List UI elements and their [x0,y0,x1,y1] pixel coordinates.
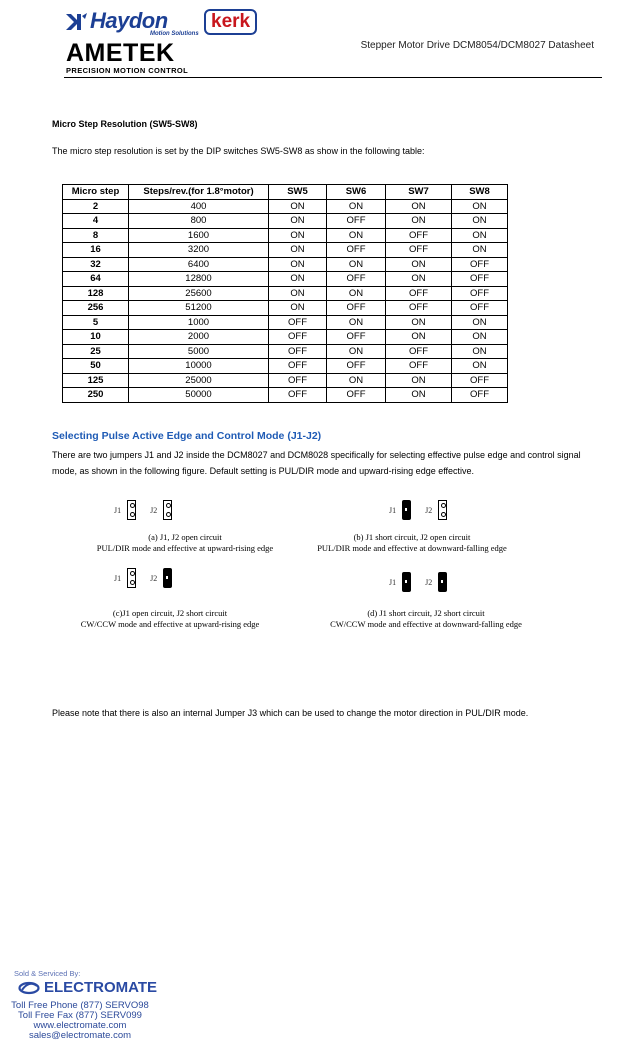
j2-open-icon [163,500,172,520]
j1-short-icon [402,500,411,520]
microstep-cell: 25 [63,344,129,359]
table-cell: 25000 [129,373,269,388]
table-row [63,373,508,388]
table-cell: ON [327,257,386,272]
table-cell: ON [327,344,386,359]
table-cell: OFF [327,272,386,287]
caption-d-line1: (d) J1 short circuit, J2 short circuit [367,608,485,618]
table-cell: 50000 [129,388,269,403]
table-cell: 800 [129,214,269,229]
microstep-cell: 16 [63,243,129,258]
j2-open-icon [438,500,447,520]
table-cell: OFF [452,301,508,316]
microstep-cell: 250 [63,388,129,403]
section-body-jumpers: There are two jumpers J1 and J2 inside the DCM8027 and DCM8028 specifically for selecting effective pulse edge and control signal mode, as shown in the following figure. Default setting is PUL/DIR mode and upward-rising edge effective. [52,450,581,476]
jumper-figure-d [389,572,461,592]
table-cell: ON [386,257,452,272]
table-cell: OFF [327,359,386,374]
j1-label: J1 [389,505,397,515]
microstep-cell: 128 [63,286,129,301]
caption-b [300,532,524,553]
microstep-cell: 4 [63,214,129,229]
electromate-swirl-icon [18,981,40,995]
table-cell: OFF [386,344,452,359]
table-row [63,315,508,330]
jumper-figure-c [114,568,186,588]
table-cell: OFF [386,286,452,301]
document-title: Stepper Motor Drive DCM8054/DCM8027 Datasheet [360,40,594,51]
table-row [63,359,508,374]
table-cell: 400 [129,199,269,214]
haydon-kerk-logo [64,8,262,38]
microstep-cell: 50 [63,359,129,374]
caption-a [60,532,310,553]
electromate-logo [18,979,157,996]
col-header: SW8 [452,185,508,200]
ametek-subtitle: PRECISION MOTION CONTROL [66,66,189,75]
jumper-j3-note: Please note that there is also an internal Jumper J3 which can be used to change the motor direction in PUL/DIR mode. [52,708,529,718]
microstep-cell: 5 [63,315,129,330]
sold-by-label: Sold & Serviced By: [14,969,81,978]
table-cell: OFF [327,214,386,229]
caption-c [60,608,280,629]
footer-phone: Toll Free Phone (877) SERVO98 [11,1000,149,1011]
caption-a-line2: PUL/DIR mode and effective at upward-rising edge [96,542,274,553]
table-cell: ON [452,359,508,374]
microstep-cell: 64 [63,272,129,287]
j1-open-icon [127,568,136,588]
table-cell: ON [269,243,327,258]
table-cell: ON [386,373,452,388]
table-cell: 1000 [129,315,269,330]
table-cell: OFF [452,388,508,403]
table-cell: OFF [386,243,452,258]
table-row [63,243,508,258]
j1-label: J1 [114,573,122,583]
j1-label: J1 [389,577,397,587]
table-cell: 51200 [129,301,269,316]
table-cell: 25600 [129,286,269,301]
table-cell: ON [452,243,508,258]
table-cell: OFF [452,257,508,272]
table-row [63,257,508,272]
table-cell: ON [269,214,327,229]
table-cell: OFF [327,388,386,403]
table-cell: OFF [269,344,327,359]
table-row [63,330,508,345]
table-cell: OFF [327,330,386,345]
footer-fax: Toll Free Fax (877) SERV099 [18,1010,142,1021]
j1-short-icon [402,572,411,592]
microstep-cell: 2 [63,199,129,214]
j1-open-icon [127,500,136,520]
table-row [63,344,508,359]
col-header: SW6 [327,185,386,200]
table-cell: ON [386,388,452,403]
caption-c-line2: CW/CCW mode and effective at upward-rising edge [80,618,260,629]
footer-email-link[interactable]: sales@electromate.com [28,1030,132,1041]
col-header: SW7 [386,185,452,200]
table-cell: ON [386,315,452,330]
table-cell: ON [269,272,327,287]
j2-short-icon [438,572,447,592]
table-cell: OFF [327,301,386,316]
table-cell: ON [327,228,386,243]
microstep-table [62,184,508,403]
table-cell: ON [327,199,386,214]
brand-tagline: Motion Solutions [150,31,199,37]
section-intro: The micro step resolution is set by the DIP switches SW5-SW8 as show in the following table: [52,146,425,156]
caption-b-line2: PUL/DIR mode and effective at downward-falling edge [317,542,507,553]
table-row [63,199,508,214]
table-cell: ON [327,315,386,330]
col-header: Micro step [63,185,129,200]
col-header: Steps/rev.(for 1.8°motor) [129,185,269,200]
caption-d [316,608,536,629]
caption-d-line2: CW/CCW mode and effective at downward-falling edge [330,618,522,629]
footer-web-link[interactable]: www.electromate.com [33,1020,127,1031]
table-cell: OFF [452,373,508,388]
table-cell: OFF [452,286,508,301]
jumper-figure-a [114,500,186,520]
microstep-cell: 8 [63,228,129,243]
table-cell: 3200 [129,243,269,258]
caption-a-line1: (a) J1, J2 open circuit [148,532,222,542]
table-row [63,214,508,229]
table-cell: OFF [269,330,327,345]
brand-haydon: Haydon [90,8,168,33]
caption-c-line1: (c)J1 open circuit, J2 short circuit [112,608,228,618]
table-row [63,286,508,301]
table-header-row [63,185,508,200]
table-cell: OFF [386,301,452,316]
table-cell: ON [452,199,508,214]
table-cell: ON [269,257,327,272]
table-cell: OFF [386,228,452,243]
table-row [63,272,508,287]
caption-b-line1: (b) J1 short circuit, J2 open circuit [353,532,471,542]
table-cell: ON [386,214,452,229]
table-cell: ON [386,272,452,287]
table-cell: OFF [269,373,327,388]
table-row [63,388,508,403]
table-cell: OFF [269,315,327,330]
table-row [63,228,508,243]
electromate-brand: ELECTROMATE [44,979,158,996]
table-cell: OFF [386,359,452,374]
j2-label: J2 [150,505,158,515]
table-cell: 2000 [129,330,269,345]
table-cell: ON [269,286,327,301]
table-row [63,301,508,316]
table-cell: ON [269,228,327,243]
table-cell: ON [452,330,508,345]
table-cell: 1600 [129,228,269,243]
section-heading-microstep: Micro Step Resolution (SW5-SW8) [52,119,198,129]
header-divider [64,77,602,78]
table-cell: OFF [269,388,327,403]
microstep-cell: 32 [63,257,129,272]
table-cell: ON [452,214,508,229]
table-cell: 10000 [129,359,269,374]
table-cell: ON [386,199,452,214]
table-cell: OFF [452,272,508,287]
haydon-bird-icon [64,10,88,34]
table-cell: 6400 [129,257,269,272]
table-cell: OFF [269,359,327,374]
table-cell: 12800 [129,272,269,287]
j2-label: J2 [425,577,433,587]
ametek-logo: AMETEK [66,39,175,67]
table-cell: ON [327,286,386,301]
j2-label: J2 [150,573,158,583]
table-cell: 5000 [129,344,269,359]
table-cell: OFF [327,243,386,258]
j2-short-icon [163,568,172,588]
col-header: SW5 [269,185,327,200]
microstep-cell: 125 [63,373,129,388]
microstep-cell: 256 [63,301,129,316]
table-cell: ON [269,199,327,214]
table-cell: ON [327,373,386,388]
table-cell: ON [452,315,508,330]
section-heading-jumpers: Selecting Pulse Active Edge and Control Mode (J1-J2) [52,430,322,442]
j1-label: J1 [114,505,122,515]
brand-kerk: kerk [204,9,257,35]
table-cell: ON [386,330,452,345]
j2-label: J2 [425,505,433,515]
table-cell: ON [452,228,508,243]
table-cell: ON [269,301,327,316]
microstep-cell: 10 [63,330,129,345]
jumper-figure-b [389,500,461,520]
table-cell: ON [452,344,508,359]
